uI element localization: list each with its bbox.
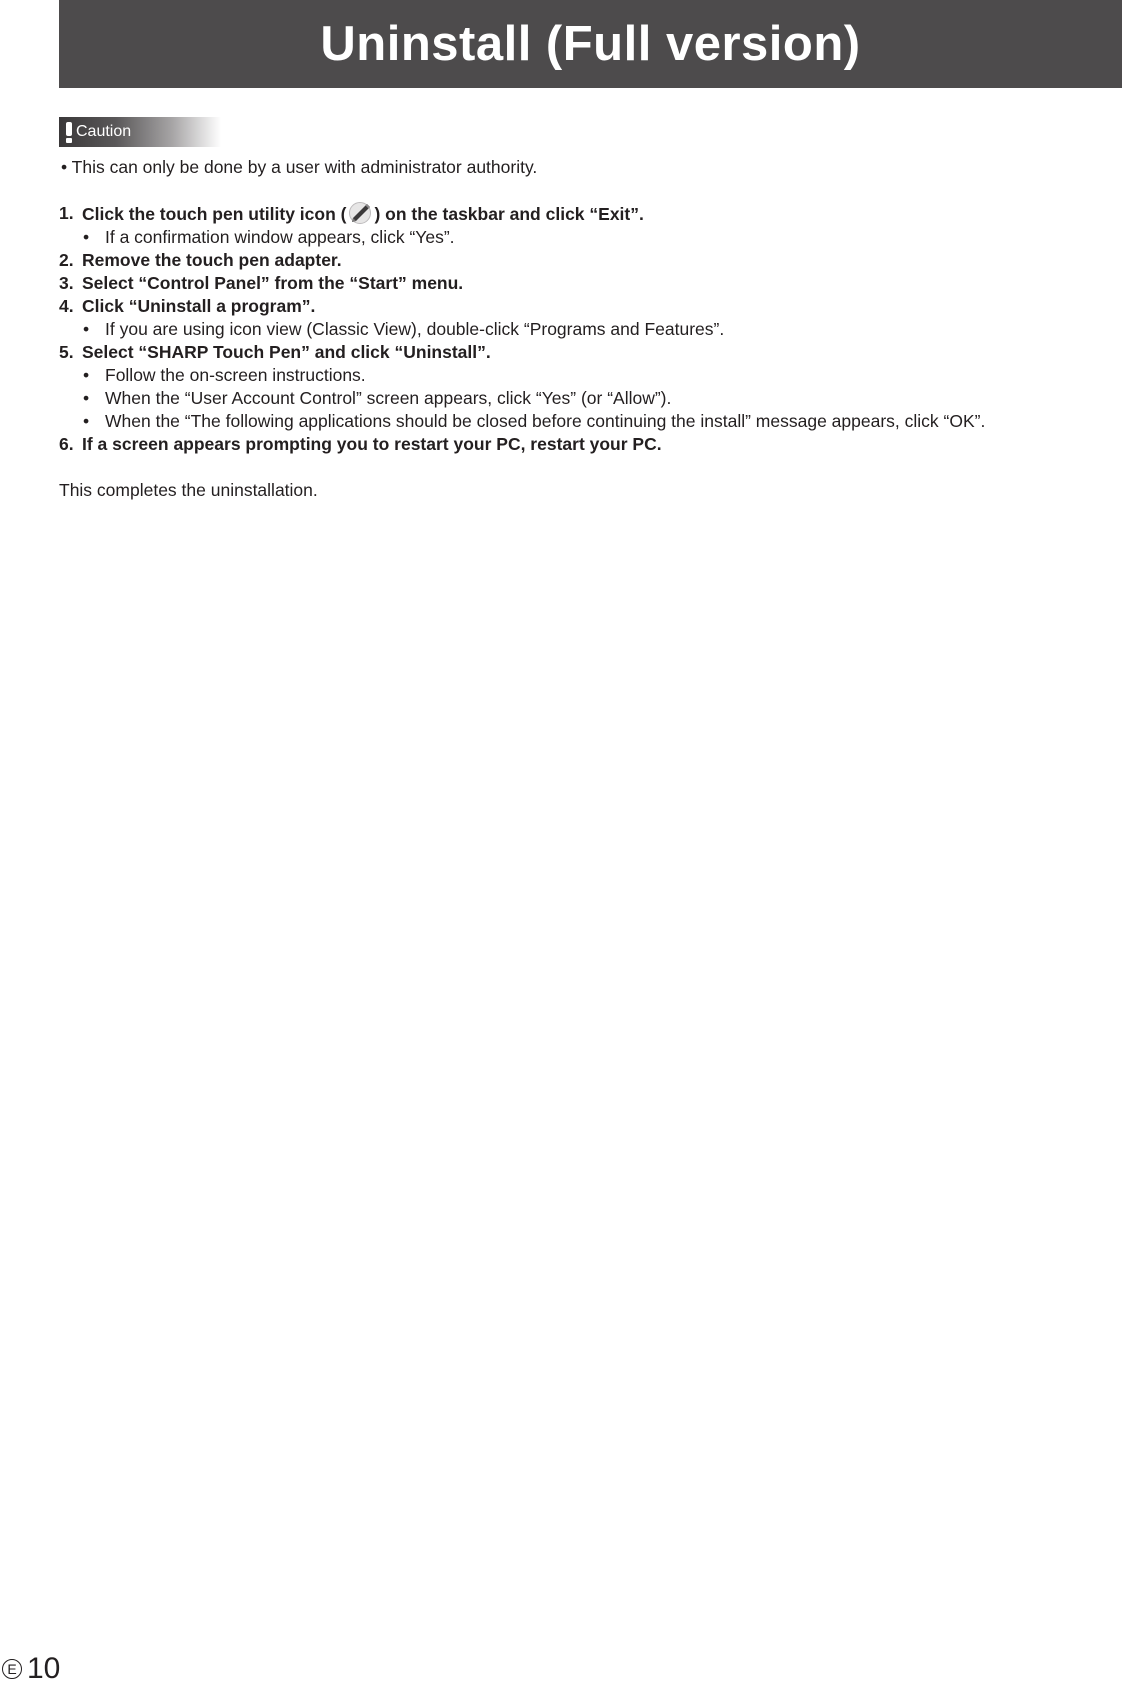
- caution-note: • This can only be done by a user with administrator authority.: [61, 157, 538, 177]
- exclamation-icon: [66, 122, 72, 143]
- sub-item: [59, 387, 1099, 410]
- step-text: [82, 202, 644, 226]
- bullet: •: [83, 411, 90, 431]
- sub-item: [59, 410, 1099, 433]
- sub-item-text: When the “The following applications should be closed before continuing the install” message appears, click “OK”.: [105, 411, 986, 431]
- bullet: •: [83, 319, 90, 339]
- bullet: •: [83, 388, 90, 408]
- title-bar: [59, 0, 1122, 88]
- step-2: [59, 249, 1099, 272]
- step-text: Select “Control Panel” from the “Start” menu.: [82, 273, 464, 293]
- completion-text: This completes the uninstallation.: [59, 480, 318, 500]
- language-mark: E: [2, 1659, 22, 1679]
- step-number: 6.: [59, 434, 74, 454]
- touch-pen-icon: [347, 202, 373, 224]
- step-text: Remove the touch pen adapter.: [82, 250, 342, 270]
- step-text-part: ) on the taskbar and click “Exit”.: [374, 204, 644, 224]
- sub-item: [59, 364, 1099, 387]
- step-text: Select “SHARP Touch Pen” and click “Uninstall”.: [82, 342, 491, 362]
- instructions: [59, 156, 1099, 502]
- step-number: 3.: [59, 273, 74, 293]
- step-text-part: Click the touch pen utility icon (: [82, 204, 347, 224]
- step-5: [59, 341, 1099, 364]
- sub-item-text: Follow the on-screen instructions.: [105, 365, 366, 385]
- caution-label: Caution: [76, 123, 132, 140]
- page-number: 10: [27, 1652, 61, 1685]
- step-3: [59, 272, 1099, 295]
- step-number: 4.: [59, 296, 74, 316]
- bullet: •: [83, 227, 90, 247]
- step-6: [59, 433, 1099, 456]
- step-text: Click “Uninstall a program”.: [82, 296, 316, 316]
- step-number: 2.: [59, 250, 74, 270]
- caution-badge: [59, 117, 221, 147]
- sub-item-text: If a confirmation window appears, click “Yes”.: [105, 227, 455, 247]
- step-text: If a screen appears prompting you to restart your PC, restart your PC.: [82, 434, 662, 454]
- step-1: [59, 202, 1099, 226]
- bullet: •: [83, 365, 90, 385]
- sub-item: [59, 226, 1099, 249]
- step-4: [59, 295, 1099, 318]
- sub-item: [59, 318, 1099, 341]
- step-number: 5.: [59, 342, 74, 362]
- step-number: 1.: [59, 203, 74, 223]
- page-footer: [2, 1652, 60, 1686]
- sub-item-text: If you are using icon view (Classic View), double-click “Programs and Features”.: [105, 319, 725, 339]
- step-list: [59, 202, 1099, 456]
- sub-item-text: When the “User Account Control” screen appears, click “Yes” (or “Allow”).: [105, 388, 672, 408]
- page-title: Uninstall (Full version): [320, 17, 861, 71]
